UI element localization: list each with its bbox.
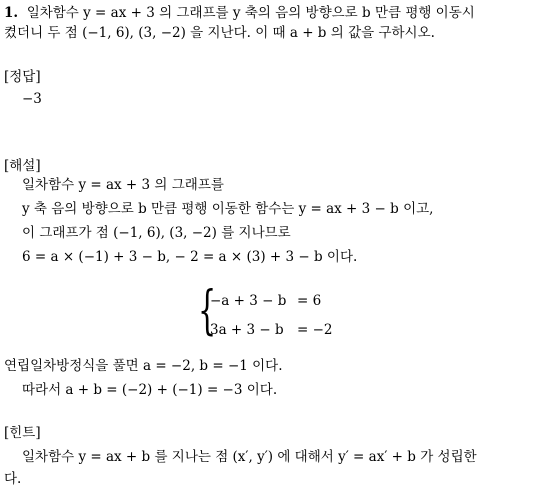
answer-value: −3 (22, 91, 42, 107)
solution-line-4: 6 = a × (−1) + 3 − b, − 2 = a × (3) + 3 − b 이다. (22, 249, 358, 265)
system-brace: { (198, 281, 217, 341)
system-eq1-rhs: = 6 (297, 293, 322, 309)
hint-header: [힌트] (4, 425, 41, 441)
answer-header: [정답] (4, 69, 41, 85)
solution-header: [해설] (4, 158, 41, 174)
problem-number: 1. (4, 5, 19, 21)
hint-line-2: 다. (4, 471, 22, 487)
solution-line-2: y 축 음의 방향으로 b 만큼 평행 이동한 함수는 y = ax + 3 − b 이고, (22, 201, 434, 217)
hint-line-1: 일차함수 y = ax + b 를 지나는 점 (x′, y′) 에 대해서 y′ = ax′ + b 가 성립한 (22, 449, 477, 465)
solution-line-1: 일차함수 y = ax + 3 의 그래프를 (22, 177, 224, 193)
system-eq2-lhs: 3a + 3 − b (210, 322, 284, 338)
problem-text-1: 일차함수 y = ax + 3 의 그래프를 y 축의 음의 방향으로 b 만큼 평행 이동시 (26, 5, 475, 21)
problem-line-2: 켰더니 두 점 (−1, 6), (3, −2) 을 지난다. 이 때 a + b 의 값을 구하시오. (4, 25, 435, 41)
system-eq1-lhs: −a + 3 − b (210, 293, 287, 309)
system-eq2-rhs: = −2 (297, 322, 333, 338)
problem-line-1 (4, 4, 475, 22)
solution-line-3: 이 그래프가 점 (−1, 6), (3, −2) 를 지나므로 (22, 225, 291, 241)
solution-after-2: 따라서 a + b = (−2) + (−1) = −3 이다. (22, 382, 278, 398)
solution-after-1: 연립일차방정식을 풀면 a = −2, b = −1 이다. (4, 358, 283, 374)
